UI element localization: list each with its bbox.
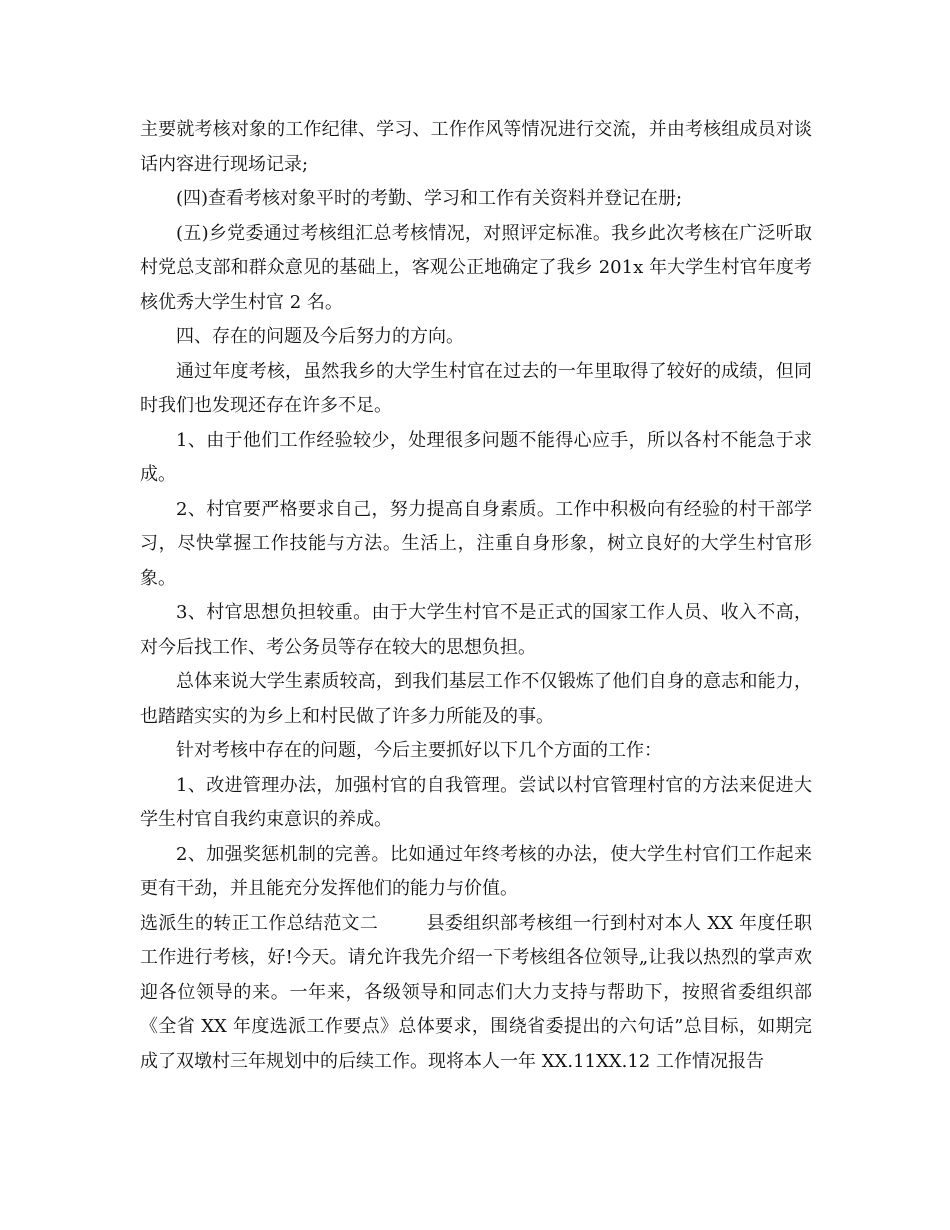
paragraph-continuation: 主要就考核对象的工作纪律、学习、工作作风等情况进行交流，并由考核组成员对谈话内容进行现场记录; bbox=[140, 119, 812, 175]
paragraph-summary: 总体来说大学生素质较高，到我们基层工作不仅锻炼了他们自身的意志和能力，也踏踏实实的为乡上和村民做了许多力所能及的事。 bbox=[140, 671, 812, 727]
problem-item-2: 2、村官要严格要求自己，努力提高自身素质。工作中积极向有经验的村干部学习，尽快掌握工作技能与方法。生活上，注重自身形象，树立良好的大学生村官形象。 bbox=[140, 498, 812, 589]
paragraph-measures-intro: 针对考核中存在的问题，今后主要抓好以下几个方面的工作： bbox=[176, 740, 662, 761]
paragraph-item-5: (五)乡党委通过考核组汇总考核情况，对照评定标准。我乡此次考核在广泛听取村党总支部和群众意见的基础上，客观公正地确定了我乡 201x 年大学生村官年度考核优秀大学生村官 2 名。 bbox=[140, 222, 812, 313]
measure-item-2: 2、加强奖惩机制的完善。比如通过年终考核的办法，使大学生村官们工作起来更有干劲，并且能充分发挥他们的能力与价值。 bbox=[140, 843, 812, 899]
section-heading-4: 四、存在的问题及今后努力的方向。 bbox=[176, 326, 464, 347]
measure-item-1: 1、改进管理办法，加强村官的自我管理。尝试以村官管理村官的方法来促进大学生村官自我约束意识的养成。 bbox=[140, 774, 812, 830]
paragraph-item-4: (四)查看考核对象平时的考勤、学习和工作有关资料并登记在册; bbox=[176, 188, 683, 209]
problem-item-1: 1、由于他们工作经验较少，处理很多问题不能得心应手，所以各村不能急于求成。 bbox=[140, 429, 812, 485]
document-body bbox=[140, 113, 812, 1079]
paragraph-second-sample: 选派生的转正工作总结范文二 县委组织部考核组一行到村对本人 XX 年度任职工作进行考核，好!今天。请允许我先介绍一下考核组各位领导„让我以热烈的掌声欢迎各位领导的来。一年来，各级领导和同志们大力支持与帮助下，按照省委组织部《全省 XX 年度选派工作要点》总体要求，围绕省委提出的六句话”总目标，如期完成了双墩村三年规划中的后续工作。现将本人一年 XX.11XX.12 工作情况报告 bbox=[140, 912, 812, 1072]
paragraph-intro-problems: 通过年度考核，虽然我乡的大学生村官在过去的一年里取得了较好的成绩，但同时我们也发现还存在许多不足。 bbox=[140, 360, 812, 416]
problem-item-3: 3、村官思想负担较重。由于大学生村官不是正式的国家工作人员、收入不高，对今后找工作、考公务员等存在较大的思想负担。 bbox=[140, 602, 812, 658]
